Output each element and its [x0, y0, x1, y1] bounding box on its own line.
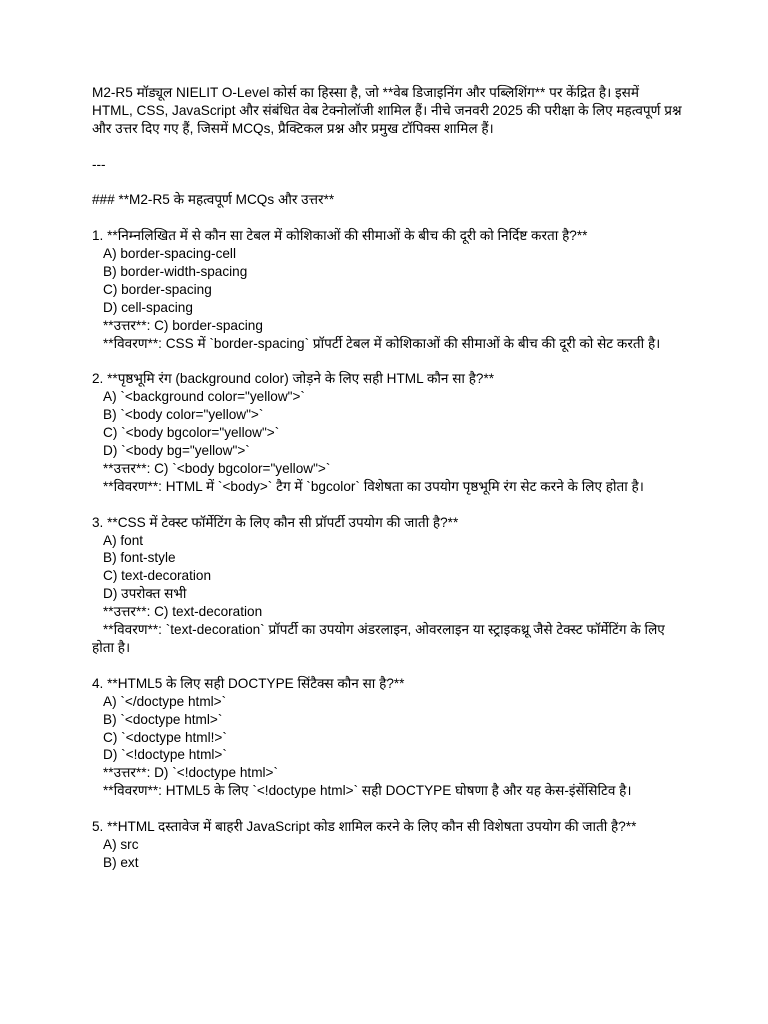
- option-b: B) font-style: [103, 550, 176, 566]
- question-text: 2. **पृष्ठभूमि रंग (background color) जोड़ने के लिए सही HTML कौन सा है?**: [92, 371, 495, 387]
- explanation-text: **विवरण**: HTML में `<body>` टैग में `bgcolor` विशेषता का उपयोग पृष्ठभूमि रंग सेट करने के लिए होता है।: [103, 478, 644, 494]
- spacer: [92, 657, 682, 675]
- question-text: 3. **CSS में टेक्स्ट फॉर्मेटिंग के लिए कौन सी प्रॉपर्टी उपयोग की जाती है?**: [92, 514, 459, 530]
- spacer: [92, 496, 682, 514]
- question-block: [92, 370, 682, 495]
- spacer: [92, 209, 682, 227]
- question-block: [92, 514, 682, 657]
- question-block: [92, 818, 682, 872]
- option-a: A) `<background color="yellow">`: [103, 389, 305, 405]
- document-page: [92, 84, 682, 872]
- option-c: C) `<doctype html!>`: [103, 729, 227, 745]
- question-text: 4. **HTML5 के लिए सही DOCTYPE सिंटैक्स कौन सा है?**: [92, 675, 405, 691]
- option-d: D) उपरोक्त सभी: [103, 586, 187, 602]
- option-d: D) `<!doctype html>`: [103, 747, 227, 763]
- option-a: A) src: [103, 836, 139, 852]
- separator: ---: [92, 156, 106, 172]
- option-b: B) ext: [103, 854, 139, 870]
- option-b: B) border-width-spacing: [103, 264, 248, 280]
- answer-text: **उत्तर**: C) border-spacing: [103, 317, 263, 333]
- option-b: B) `<doctype html>`: [103, 711, 223, 727]
- explanation-text: **विवरण**: `text-decoration` प्रॉपर्टी का उपयोग अंडरलाइन, ओवरलाइन या स्ट्राइकथ्रू जैसे टेक्स्ट फॉर्मेटिंग के लिए होता है।: [92, 622, 665, 656]
- question-block: [92, 227, 682, 352]
- option-a: A) font: [103, 532, 144, 548]
- question-text: 5. **HTML दस्तावेज में बाहरी JavaScript कोड शामिल करने के लिए कौन सी विशेषता उपयोग की जाती है?**: [92, 819, 637, 835]
- spacer: [92, 138, 682, 156]
- option-b: B) `<body color="yellow">`: [103, 407, 264, 423]
- option-c: C) text-decoration: [103, 568, 212, 584]
- option-a: A) border-spacing-cell: [103, 246, 236, 262]
- explanation-text: **विवरण**: HTML5 के लिए `<!doctype html>` सही DOCTYPE घोषणा है और यह केस-इंसेंसिटिव है।: [103, 783, 632, 799]
- spacer: [92, 174, 682, 192]
- spacer: [92, 800, 682, 818]
- option-d: D) cell-spacing: [103, 299, 193, 315]
- option-c: C) border-spacing: [103, 281, 212, 297]
- answer-text: **उत्तर**: C) text-decoration: [103, 604, 263, 620]
- option-c: C) `<body bgcolor="yellow">`: [103, 425, 280, 441]
- explanation-text: **विवरण**: CSS में `border-spacing` प्रॉपर्टी टेबल में कोशिकाओं की सीमाओं के बीच की दूरी को सेट करती है।: [103, 335, 661, 351]
- option-d: D) `<body bg="yellow">`: [103, 443, 250, 459]
- spacer: [92, 353, 682, 371]
- intro-paragraph: M2-R5 मॉड्यूल NIELIT O-Level कोर्स का हिस्सा है, जो **वेब डिजाइनिंग और पब्लिशिंग** पर केंद्रित है। इसमें HTML, CSS, JavaScript और संबंधित वेब टेक्नोलॉजी शामिल हैं। नीचे जनवरी 2025 की परीक्षा के लिए महत्वपूर्ण प्रश्न और उत्तर दिए गए हैं, जिसमें MCQs, प्रैक्टिकल प्रश्न और प्रमुख टॉपिक्स शामिल हैं।: [92, 85, 682, 136]
- option-a: A) `</doctype html>`: [103, 693, 227, 709]
- section-heading: ### **M2-R5 के महत्वपूर्ण MCQs और उत्तर**: [92, 192, 335, 208]
- question-block: [92, 675, 682, 800]
- question-text: 1. **निम्नलिखित में से कौन सा टेबल में कोशिकाओं की सीमाओं के बीच की दूरी को निर्दिष्ट करता है?**: [92, 228, 588, 244]
- answer-text: **उत्तर**: D) `<!doctype html>`: [103, 765, 279, 781]
- answer-text: **उत्तर**: C) `<body bgcolor="yellow">`: [103, 460, 331, 476]
